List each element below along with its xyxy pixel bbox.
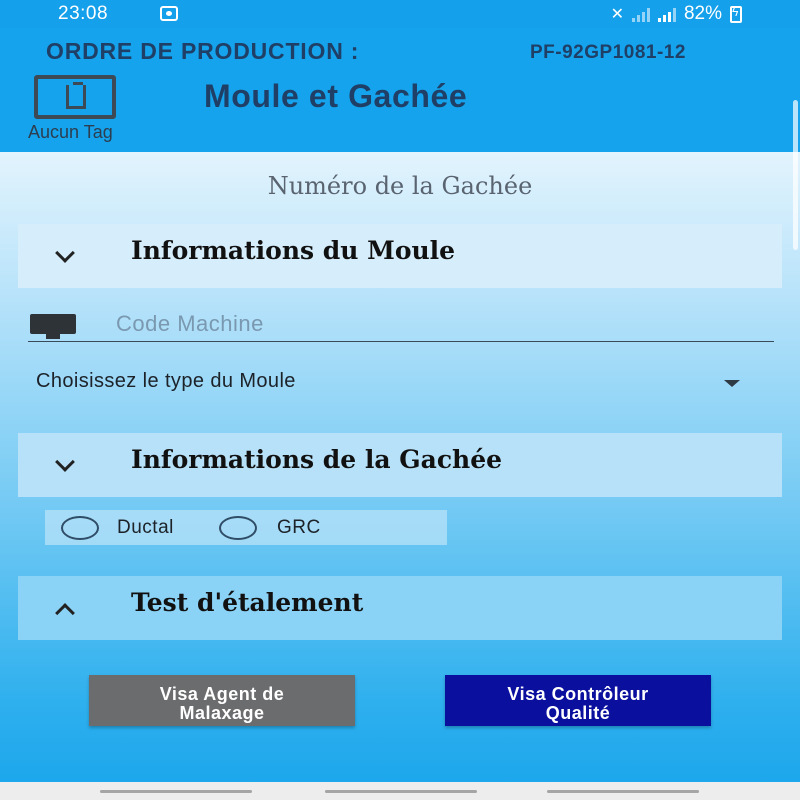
dropdown-arrow-icon[interactable] [724, 380, 740, 387]
status-bar [0, 0, 800, 28]
chevron-up-icon[interactable] [55, 603, 75, 623]
machine-code-field [28, 308, 774, 342]
battery-level: 82% [683, 3, 722, 24]
mold-type-selected: Choisissez le type du Moule [36, 370, 296, 392]
page-title: Moule et Gachée [204, 78, 468, 114]
radio-ductal[interactable] [61, 516, 99, 540]
nav-recents-button[interactable] [100, 790, 252, 793]
batch-number-label: Numéro de la Gachée [267, 172, 533, 200]
monitor-icon [30, 314, 76, 334]
section-title-batch-info: Informations de la Gachée [131, 445, 503, 474]
section-title-spread-test: Test d'étalement [131, 588, 364, 617]
nfc-status-label: Aucun Tag [28, 122, 113, 142]
chevron-down-icon[interactable] [55, 243, 75, 263]
system-nav-bar [0, 782, 800, 800]
status-time: 23:08 [58, 3, 109, 24]
quality-visa-button[interactable] [445, 675, 711, 726]
radio-grc[interactable] [219, 516, 257, 540]
nav-home-button[interactable] [325, 790, 477, 793]
quality-visa-label-line1: Visa Contrôleur [507, 684, 649, 704]
chevron-down-icon[interactable] [55, 452, 75, 472]
nfc-icon[interactable] [34, 75, 116, 119]
mute-icon: ✕ [610, 6, 624, 23]
radio-label-ductal[interactable]: Ductal [117, 517, 174, 538]
nav-back-button[interactable] [547, 790, 699, 793]
app-header [0, 28, 800, 152]
agent-visa-label-line2: Malaxage [179, 703, 265, 723]
battery-charging-icon [730, 6, 742, 23]
production-order-number: PF-92GP1081-12 [530, 42, 686, 63]
production-order-label: ORDRE DE PRODUCTION : [46, 38, 360, 64]
section-spread-test[interactable] [18, 576, 782, 640]
section-mold-info[interactable] [18, 224, 782, 288]
section-batch-info[interactable] [18, 433, 782, 497]
notification-icon [160, 6, 178, 21]
batch-type-radio-group [45, 510, 447, 545]
agent-visa-label-line1: Visa Agent de [159, 684, 285, 704]
signal-icon [632, 6, 650, 22]
machine-code-input[interactable] [116, 308, 756, 340]
signal-icon [658, 6, 676, 22]
section-title-mold-info: Informations du Moule [131, 236, 456, 265]
radio-label-grc[interactable]: GRC [277, 517, 321, 538]
mold-type-select[interactable] [36, 368, 750, 400]
agent-visa-button[interactable] [89, 675, 355, 726]
status-icons [611, 3, 742, 25]
quality-visa-label-line2: Qualité [545, 703, 611, 723]
